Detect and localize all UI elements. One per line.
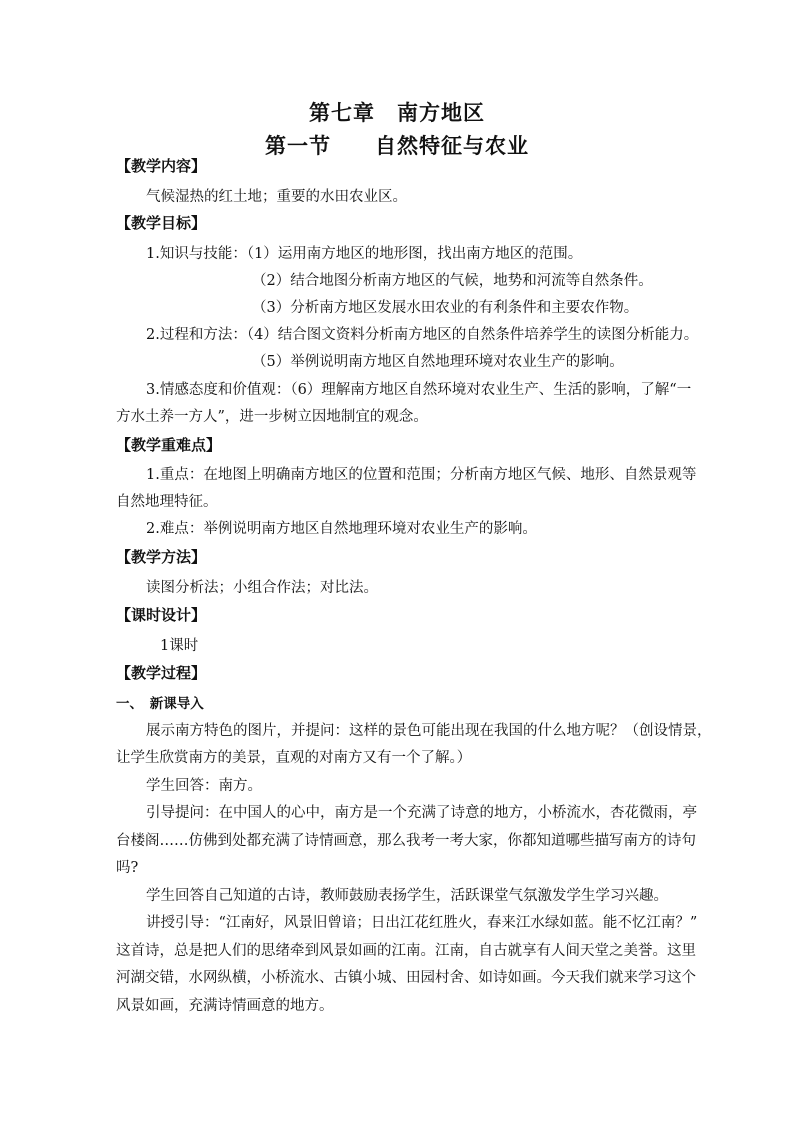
- class-design-text: 1课时: [160, 638, 199, 654]
- paragraph-1-line-2: 让学生欣赏南方的美景，直观的对南方又有一个了解。）: [116, 750, 472, 766]
- paragraph-5-line-1: 讲授引导：“江南好，风景旧曾谙；日出江花红胜火，春来江水绿如蓝。能不忆江南？”: [146, 915, 698, 931]
- goal-attitude-line-2: 方水土养一方人”，进一步树立因地制宜的观念。: [116, 409, 428, 425]
- heading-process: 【教学过程】: [116, 664, 207, 682]
- paragraph-3-line-3: 吗?: [116, 860, 139, 876]
- goal-knowledge-2: （2）结合地图分析南方地区的气候，地势和河流等自然条件。: [252, 273, 653, 289]
- heading-key-points: 【教学重难点】: [116, 436, 222, 454]
- paragraph-5-line-2: 这首诗，总是把人们的思绪牵到风景如画的江南。江南，自古就享有人间天堂之美誉。这里: [116, 943, 696, 959]
- paragraph-5-line-4: 风景如画，充满诗情画意的地方。: [116, 998, 334, 1014]
- heading-teaching-goals: 【教学目标】: [116, 214, 207, 232]
- paragraph-5-line-3: 河湖交错，水网纵横，小桥流水、古镇小城、田园村舍、如诗如画。今天我们就来学习这个: [116, 970, 696, 986]
- heading-class-design: 【课时设计】: [116, 606, 207, 624]
- paragraph-3-line-1: 引导提问：在中国人的心中，南方是一个充满了诗意的地方，小桥流水，杏花微雨，亭: [146, 805, 697, 821]
- goal-process-4: 2.过程和方法：（4）结合图文资料分析南方地区的自然条件培养学生的读图分析能力。: [146, 327, 699, 343]
- paragraph-3-line-2: 台楼阁……仿佛到处都充满了诗情画意，那么我考一考大家，你都知道哪些描写南方的诗句: [116, 833, 696, 849]
- goal-process-5: （5）举例说明南方地区自然地理环境对农业生产的影响。: [252, 354, 624, 370]
- methods-text: 读图分析法；小组合作法；对比法。: [146, 580, 378, 596]
- paragraph-2: 学生回答：南方。: [146, 778, 262, 794]
- paragraph-4: 学生回答自己知道的古诗，教师鼓励表扬学生，活跃课堂气氛激发学生学习兴趣。: [146, 888, 668, 904]
- section-title: 第一节 自然特征与农业: [265, 133, 529, 158]
- key-point-line-1: 1.重点：在地图上明确南方地区的位置和范围；分析南方地区气候、地形、自然景观等: [146, 467, 697, 483]
- teaching-content-text: 气候湿热的红土地；重要的水田农业区。: [146, 189, 407, 205]
- heading-teaching-content: 【教学内容】: [116, 157, 207, 175]
- difficult-point: 2.难点：举例说明南方地区自然地理环境对农业生产的影响。: [146, 521, 537, 537]
- step-1-title: 一、 新课导入: [116, 696, 204, 712]
- key-point-line-2: 自然地理特征。: [116, 494, 218, 510]
- chapter-title: 第七章 南方地区: [309, 100, 485, 125]
- paragraph-1-line-1: 展示南方特色的图片，并提问：这样的景色可能出现在我国的什么地方呢？（创设情景，: [146, 723, 712, 739]
- goal-knowledge-3: （3）分析南方地区发展水田农业的有利条件和主要农作物。: [252, 300, 639, 316]
- heading-methods: 【教学方法】: [116, 548, 207, 566]
- goal-knowledge-1: 1.知识与技能：（1）运用南方地区的地形图，找出南方地区的范围。: [146, 246, 583, 262]
- goal-attitude-line-1: 3.情感态度和价值观：（6）理解南方地区自然环境对农业生产、生活的影响，了解“一: [146, 382, 692, 398]
